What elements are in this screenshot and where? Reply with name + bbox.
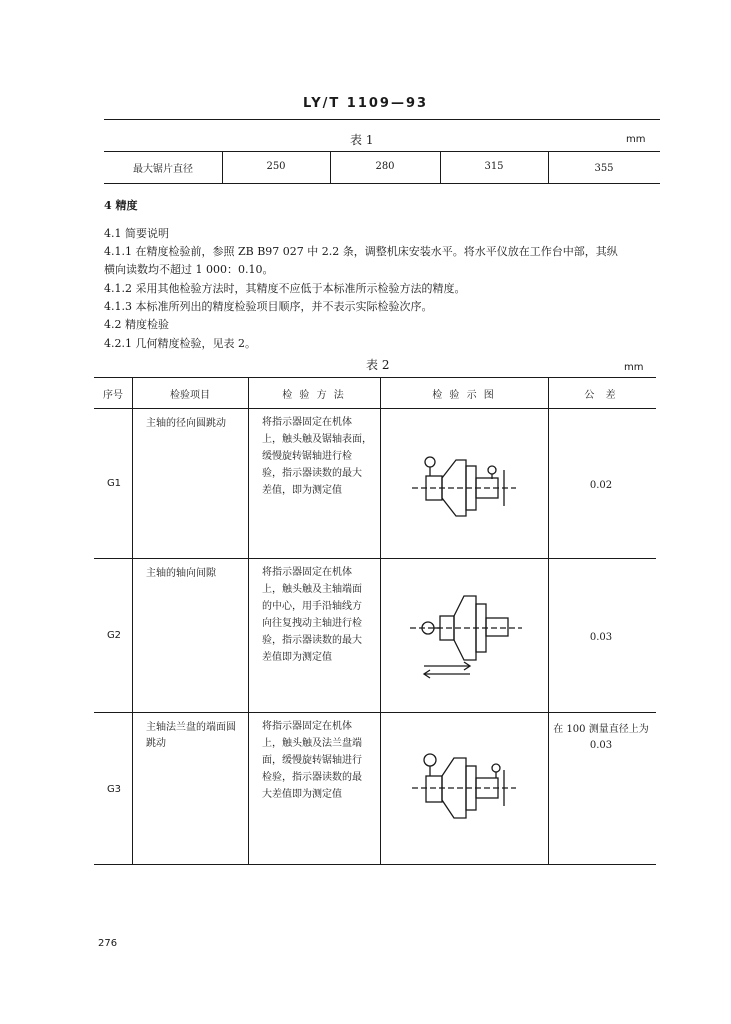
- table2-top-rule: [94, 377, 656, 378]
- table1-caption: 表 1: [350, 133, 374, 147]
- header-rule: [104, 119, 660, 120]
- table1-value: 250: [266, 161, 286, 172]
- table1-value: 280: [375, 161, 395, 172]
- row-id: G3: [106, 784, 122, 795]
- table2-header-tolerance: 公 差: [584, 390, 620, 401]
- paragraph-4-1-1: 4.1.1 在精度检验前，参照 ZB B97 027 中 2.2 条，调整机床安装水平。将水平仪放在工作台中部，其纵: [104, 245, 618, 258]
- table2-caption: 表 2: [366, 358, 390, 372]
- table1-value: 315: [484, 161, 504, 172]
- table2-divider: [548, 377, 549, 864]
- table2-row-rule: [94, 558, 656, 559]
- standard-number: LY/T 1109—93: [302, 96, 429, 111]
- paragraph-4-1-3: 4.1.3 本标准所列出的精度检验项目顺序，并不表示实际检验次序。: [104, 300, 433, 313]
- table2-divider: [248, 377, 249, 864]
- table2-divider: [380, 377, 381, 864]
- table2-unit: mm: [624, 362, 644, 373]
- spindle: [486, 618, 508, 636]
- face-runout-diagram: [404, 744, 524, 828]
- table2-row-rule: [94, 712, 656, 713]
- indicator-dial-icon: [424, 754, 436, 766]
- radial-runout-diagram: [404, 448, 524, 518]
- indicator-dial-icon: [492, 764, 500, 772]
- table1-top-rule: [104, 151, 660, 152]
- row-method: 将指示器固定在机体 上，触头触及锯轴表面， 缓慢旋转锯轴进行检 验，指示器读数的最大 差值，即为测定值: [262, 417, 372, 496]
- table1-unit: mm: [626, 134, 646, 145]
- row-tolerance: 在 100 测量直径上为 0.03: [553, 724, 649, 751]
- row-item: 主轴法兰盘的端面圆 跳动: [146, 722, 236, 749]
- paragraph-4-1: 4.1 简要说明: [104, 227, 169, 240]
- page-number: 276: [98, 938, 118, 949]
- row-method: 将指示器固定在机体 上，触头触及法兰盘端 面，缓慢旋转锯轴进行 检验，指示器读数的最 大差值即为测定值: [262, 721, 362, 800]
- row-item: 主轴的轴向间隙: [146, 568, 216, 579]
- paragraph-4-1-2: 4.1.2 采用其他检验方法时，其精度不应低于本标准所示检验方法的精度。: [104, 282, 466, 295]
- table2-header-id: 序号: [103, 390, 123, 401]
- row-method: 将指示器固定在机体 上，触头触及主轴端面 的中心，用手沿轴线方 向往复拽动主轴进行检 验，指示器读数的最大 差值即为测定值: [262, 567, 362, 663]
- indicator-dial-icon: [425, 457, 435, 467]
- table2-header-diagram: 检 验 示 图: [432, 390, 496, 401]
- axial-clearance-diagram: [404, 588, 528, 684]
- paragraph-4-1-1-cont: 横向读数均不超过 1 000：0.10。: [104, 263, 274, 276]
- table2-header-item: 检验项目: [170, 390, 210, 401]
- table2-header-rule: [94, 408, 656, 409]
- table1-value: 355: [594, 163, 614, 174]
- table1-bottom-rule: [104, 183, 660, 184]
- row-item: 主轴的径向圆跳动: [146, 418, 226, 429]
- row-tolerance: 0.02: [589, 480, 613, 491]
- housing-block: [426, 776, 442, 802]
- table2-bottom-rule: [94, 864, 656, 865]
- table1-row-label: 最大锯片直径: [133, 164, 193, 175]
- table2-header-method: 检 验 方 法: [282, 390, 346, 401]
- row-id: G2: [106, 630, 122, 641]
- row-id: G1: [106, 478, 122, 489]
- section-title: 4 精度: [104, 199, 138, 212]
- row-tolerance: 0.03: [589, 632, 613, 643]
- paragraph-4-2: 4.2 精度检验: [104, 318, 169, 331]
- indicator-dial-icon: [488, 466, 496, 474]
- paragraph-4-2-1: 4.2.1 几何精度检验，见表 2。: [104, 337, 256, 350]
